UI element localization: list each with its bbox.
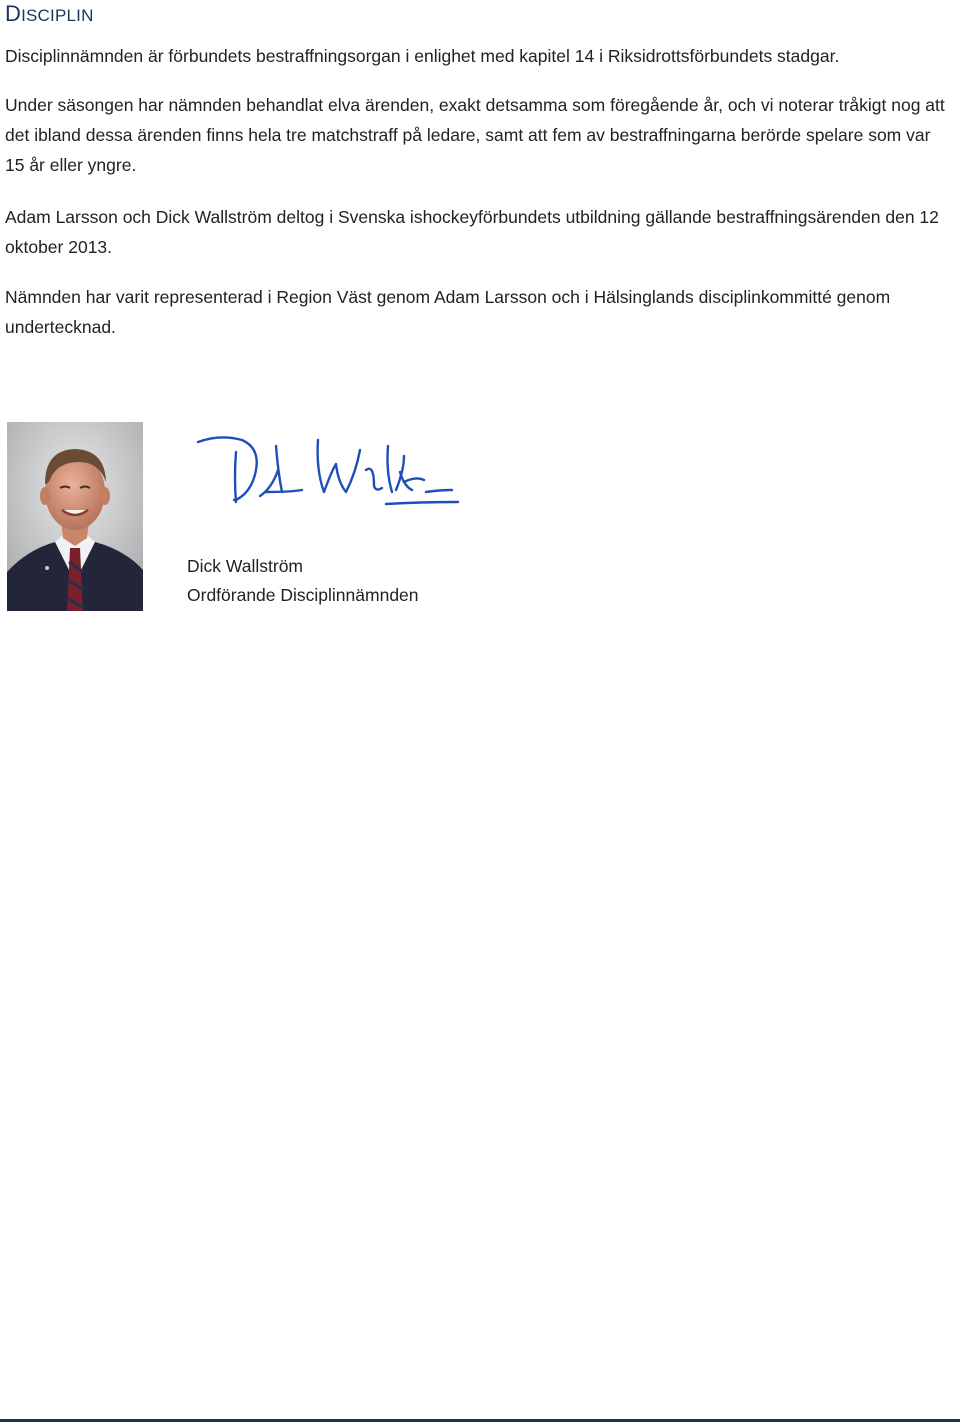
signatory-name: Dick Wallström <box>187 556 304 576</box>
footer-rule <box>0 1419 960 1422</box>
heading-initial: D <box>5 1 22 26</box>
paragraph-training: Adam Larsson och Dick Wallström deltog i Svenska ishockeyförbundets utbildning gällande bestraffningsärenden den 12 oktober 2013. <box>5 207 939 257</box>
paragraph-intro: Disciplinnämnden är förbundets bestraffningsorgan i enlighet med kapitel 14 i Riksidrottsförbundets stadgar. <box>5 46 840 66</box>
paragraph-season: Under säsongen har nämnden behandlat elva ärenden, exakt detsamma som föregående år, och vi noterar tråkigt nog att det ibland dessa ärenden finns hela tre matchstraff på ledare, samt att fem av bestraffningarna berörde spelare som var 15 år eller yngre. <box>5 95 945 175</box>
signatory-title: Ordförande Disciplinnämnden <box>187 585 419 605</box>
handwritten-signature <box>190 430 470 520</box>
heading-rest: ISCIPLIN <box>21 6 94 25</box>
portrait-photo <box>7 422 143 611</box>
paragraph-representation: Nämnden har varit representerad i Region Väst genom Adam Larsson och i Hälsinglands disciplinkommitté genom undertecknad. <box>5 287 891 337</box>
section-heading <box>5 1 94 27</box>
